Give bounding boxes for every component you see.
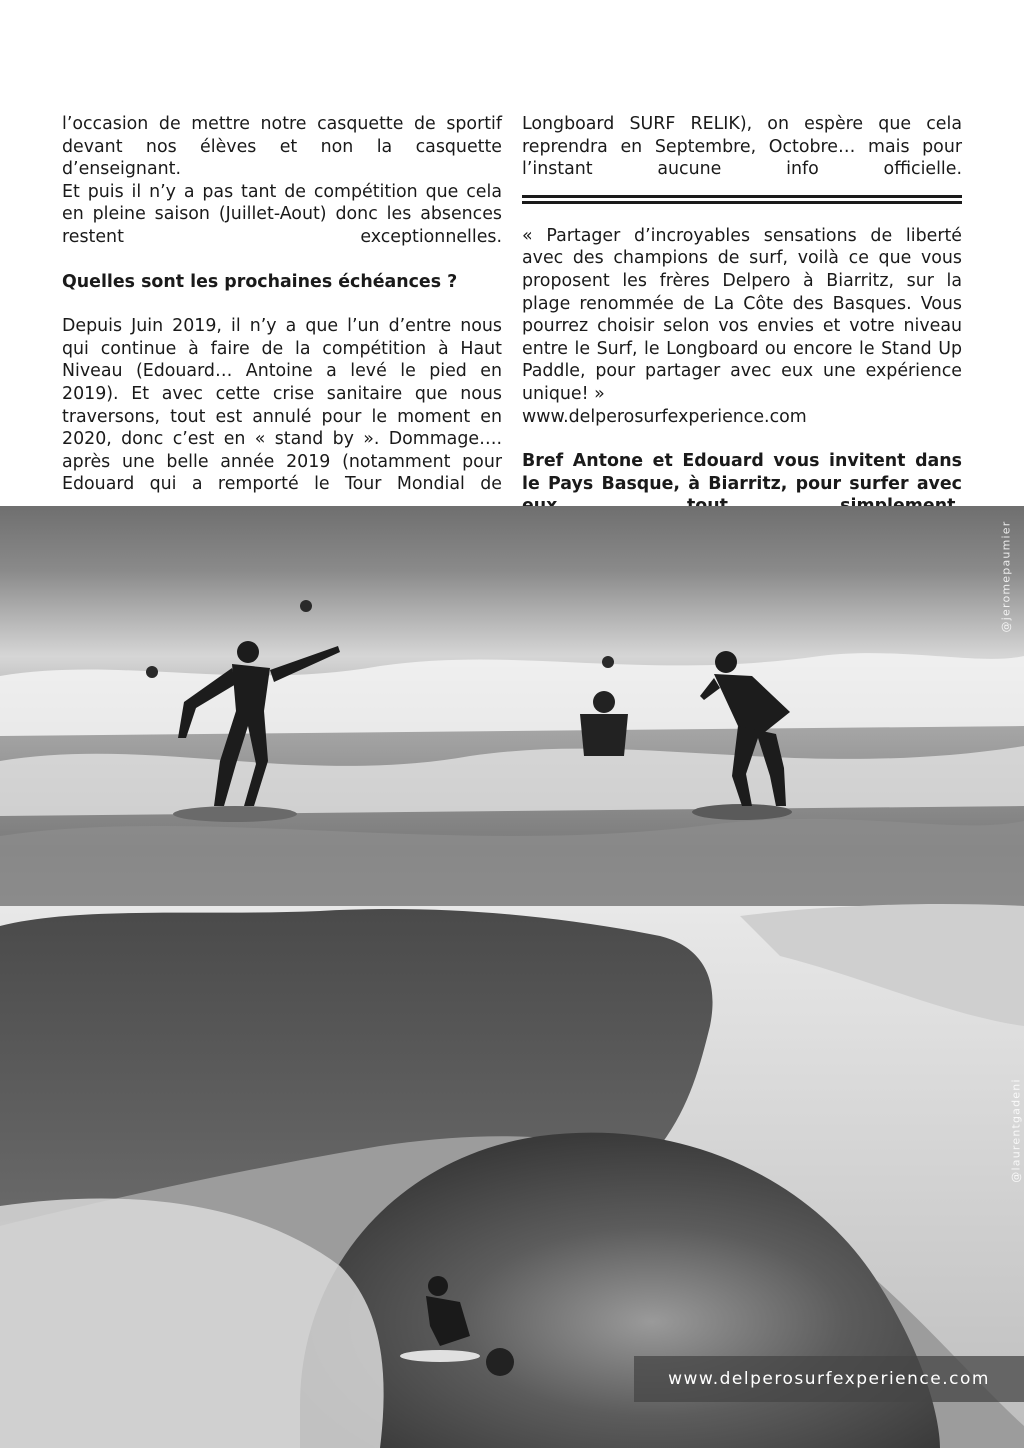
paragraph-season: Et puis il n’y a pas tant de compétition que cela en pleine saison (Juillet-Aout) donc les absences restent exceptionnelles. (62, 181, 502, 247)
closing-paragraph: Bref Antone et Edouard vous invitent dans le Pays Basque, à Biarritz, pour surfer avec (522, 451, 962, 494)
website-link[interactable]: www.delperosurfexperience.com (522, 406, 807, 427)
paragraph-intro: l’occasion de mettre notre casquette de sportif devant nos élèves et non la casquette d’enseignant. (62, 114, 502, 180)
paragraph-competition: Depuis Juin 2019, il n’y a que l’un d’entre nous qui continue à faire de la compétition à Haut Niveau (Edouard… Antoine a levé le pied en 2019). Et avec cette crise sanitaire que nous traversons, tout est annulé pour le moment en 2020, donc c’est en « stand by ». Dommage…. après une belle année 2019 (notamment pour Edouard qui a remporté le Tour Mondial de (62, 316, 502, 495)
paragraph-longboard: Longboard SURF RELIK), on espère que cela reprendra en Septembre, Octobre… mais pour l’instant aucune info officielle. (522, 114, 962, 180)
photo-credit-bottom: @laurentgadeni (1009, 1078, 1023, 1183)
surf-photo-collage (0, 506, 1024, 1448)
left-column (62, 113, 502, 496)
photo-credit-top: @jeromepaumier (999, 520, 1013, 633)
surf-photo-illustration (0, 506, 1024, 1448)
promo-quote: « Partager d’incroyables sensations de liberté avec des champions de surf, voilà ce que vous proposent les frères Delpero à Biarritz, sur la plage renommée de La Côte des Basques. Vous pourrez choisir selon vos envies et votre niveau entre le Surf, le Longboard ou encore le Stand Up Paddle, pour partager avec eux une expérience unique! » (522, 225, 962, 404)
section-heading: Quelles sont les prochaines échéances ? (62, 271, 458, 292)
double-rule-divider (522, 195, 962, 203)
website-banner[interactable]: www.delperosurfexperience.com (634, 1356, 1024, 1402)
right-column (522, 113, 962, 564)
